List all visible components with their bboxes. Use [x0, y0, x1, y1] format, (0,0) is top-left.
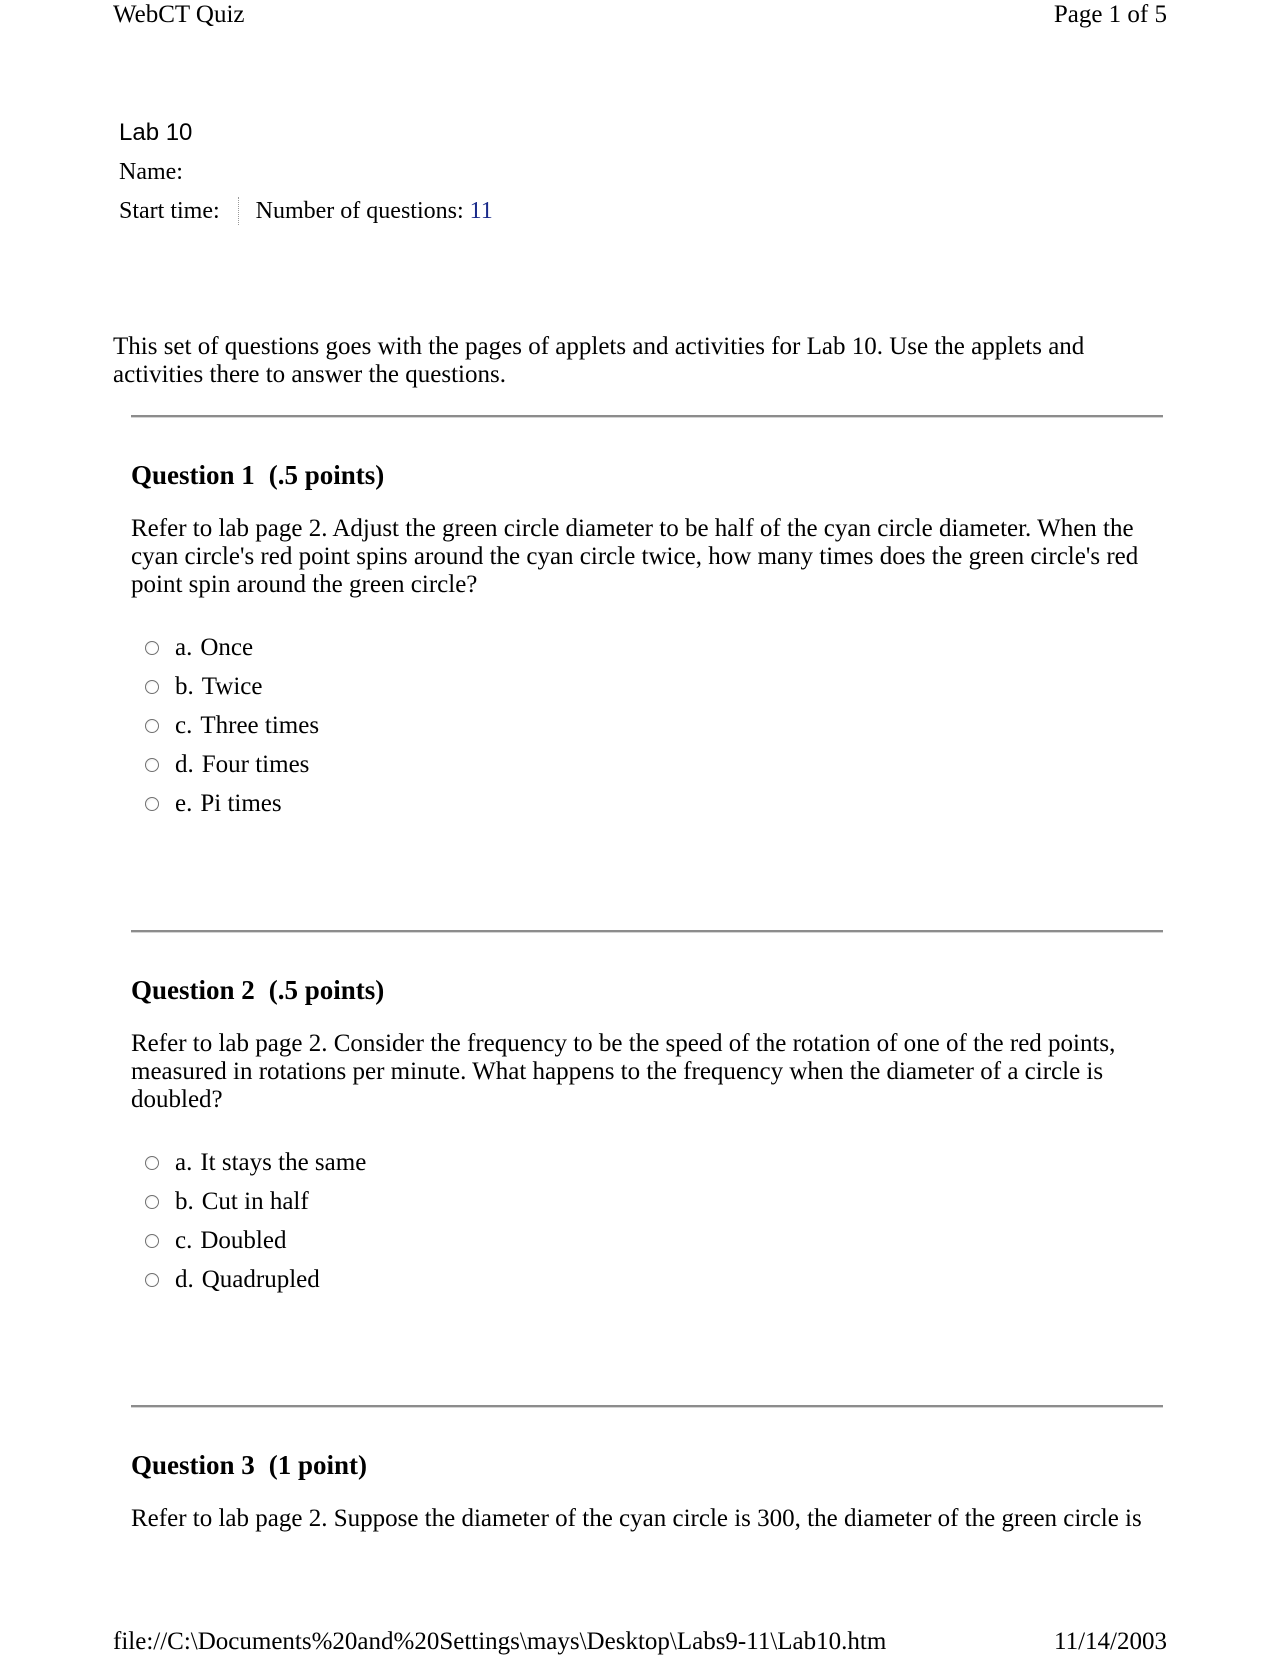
print-header-page-indicator: Page 1 of 5 [1053, 1, 1167, 28]
option-label: Once [200, 633, 254, 661]
option-letter: a. [175, 633, 193, 661]
option-letter: d. [175, 1265, 194, 1293]
radio-button[interactable] [145, 1273, 159, 1287]
num-questions-value: 11 [469, 198, 493, 224]
question-text: Refer to lab page 2. Suppose the diameter of the cyan circle is 300, the diameter of the green circle is [131, 1505, 1142, 1532]
option-letter: a. [175, 1148, 193, 1176]
answer-option-c[interactable] [131, 706, 1161, 745]
option-letter: d. [175, 750, 194, 778]
radio-button[interactable] [145, 680, 159, 694]
question-heading [131, 1449, 1161, 1481]
option-label: Cut in half [201, 1187, 309, 1215]
question-number: Question 2 [131, 975, 255, 1005]
num-questions-label: Number of questions: [255, 198, 464, 224]
option-label: Quadrupled [201, 1265, 320, 1293]
option-letter: b. [175, 1187, 194, 1215]
option-label: It stays the same [200, 1148, 367, 1176]
option-label: Three times [200, 711, 320, 739]
radio-button[interactable] [145, 758, 159, 772]
radio-button[interactable] [145, 1156, 159, 1170]
option-label: Doubled [200, 1226, 287, 1254]
radio-button[interactable] [145, 641, 159, 655]
radio-button[interactable] [145, 719, 159, 733]
answer-option-a[interactable] [131, 628, 1161, 667]
answer-options [131, 628, 1161, 823]
option-letter: c. [175, 1226, 193, 1254]
answer-options [131, 1143, 1161, 1299]
option-label: Twice [201, 672, 263, 700]
meta-divider [238, 197, 239, 225]
question-heading [131, 459, 1161, 491]
question-text: Refer to lab page 2. Consider the frequency to be the speed of the rotation of one of the red points, measured in rotations per minute. What happens to the frequency when the diameter of a circle is doubled? [131, 1030, 1116, 1113]
question-points: (.5 points) [268, 975, 385, 1005]
option-letter: e. [175, 789, 193, 817]
question-divider [131, 415, 1163, 418]
quiz-title: Lab 10 [119, 119, 193, 146]
question-heading [131, 974, 1161, 1006]
quiz-meta [119, 196, 493, 226]
quiz-intro: This set of questions goes with the pages of applets and activities for Lab 10. Use the applets and activities there to answer the questions. [113, 333, 1085, 388]
answer-option-d[interactable] [131, 1260, 1161, 1299]
answer-option-e[interactable] [131, 784, 1161, 823]
option-letter: b. [175, 672, 194, 700]
question-points: (.5 points) [268, 460, 385, 490]
print-header-title: WebCT Quiz [113, 1, 245, 28]
question-2 [131, 974, 1161, 1299]
print-footer-file-path: file://C:\Documents%20and%20Settings\mays\Desktop\Labs9-11\Lab10.htm [113, 1628, 887, 1655]
answer-option-d[interactable] [131, 745, 1161, 784]
start-time-label: Start time: [119, 198, 220, 224]
question-divider [131, 1405, 1163, 1408]
answer-option-b[interactable] [131, 667, 1161, 706]
radio-button[interactable] [145, 1234, 159, 1248]
question-1 [131, 459, 1161, 823]
option-letter: c. [175, 711, 193, 739]
answer-option-a[interactable] [131, 1143, 1161, 1182]
radio-button[interactable] [145, 797, 159, 811]
question-divider [131, 930, 1163, 933]
radio-button[interactable] [145, 1195, 159, 1209]
question-text: Refer to lab page 2. Adjust the green circle diameter to be half of the cyan circle diameter. When the cyan circle's red point spins around the cyan circle twice, how many times does the green circle's red point spin around the green circle? [131, 515, 1139, 598]
answer-option-b[interactable] [131, 1182, 1161, 1221]
name-label: Name: [119, 159, 183, 185]
question-points: (1 point) [268, 1450, 368, 1480]
answer-option-c[interactable] [131, 1221, 1161, 1260]
print-footer-date: 11/14/2003 [1054, 1628, 1167, 1655]
question-number: Question 3 [131, 1450, 255, 1480]
option-label: Pi times [200, 789, 282, 817]
option-label: Four times [201, 750, 310, 778]
question-number: Question 1 [131, 460, 255, 490]
question-3 [131, 1449, 1161, 1533]
